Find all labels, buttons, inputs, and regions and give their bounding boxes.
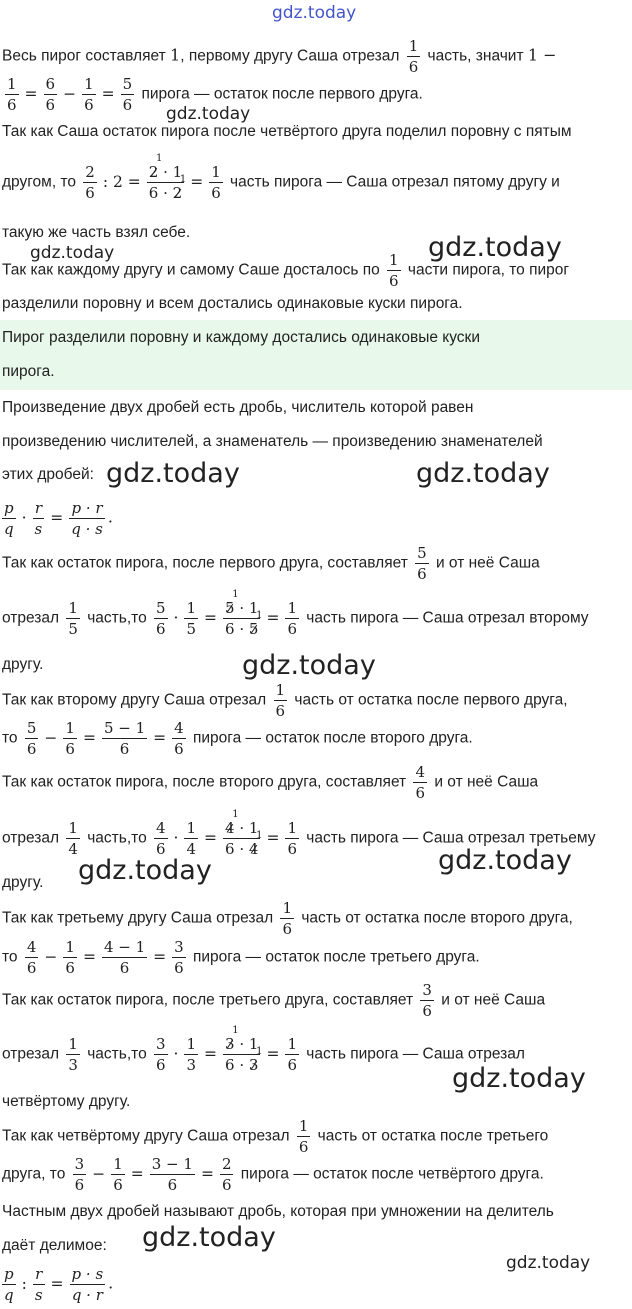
step-3-line-1: Так как остаток пирога, после второго друга, составляет $\frac{4}{6}$ и от неё Саша — [2, 763, 539, 802]
rule-mult-formula: $\frac{p}{q}$ · $\frac{r}{s}$ = $\frac{p \cdot r}{q \cdot s}$ . — [4, 499, 113, 538]
answer-line-2: пирога. — [2, 363, 55, 380]
step-4-formula: то $\frac{4}{6}$ − $\frac{1}{6}$ = $\frac{4 - 1}{6}$ = $\frac{3}{6}$ пирога — остаток после третьего друга. — [2, 938, 480, 977]
rule-mult-line-2: произведению числителей, а знаменатель — произведению знаменателей — [2, 433, 543, 450]
step-1-formula: отрезал $\frac{1}{5}$ часть,то $\frac{5}{6}$ · $\frac{1}{5}$ = 5 1 · 1 6 · 5 1 = $\frac{1}{6}$ часть пирога — Саша отрезал второму — [2, 589, 589, 638]
watermark: gdz.today — [452, 1063, 586, 1094]
paragraph-2-formula: другом, то $\frac{2}{6}$ : 2 = 2 1 · 1 6 · 2 1 = $\frac{1}{6}$ часть пирога — Саша отрезал пятому другу и — [2, 153, 560, 202]
rule-div-line-1: Частным двух дробей называют дробь, которая при умножении на делитель — [2, 1203, 554, 1220]
step-5-line-1: Так как остаток пирога, после третьего друга, составляет $\frac{3}{6}$ и от неё Саша — [2, 981, 546, 1020]
paragraph-1-formula: $\frac{1}{6}$ = $\frac{6}{6}$ − $\frac{1}{6}$ = $\frac{5}{6}$ пирога — остаток после первого друга. — [7, 75, 423, 114]
step-1-line-1: Так как остаток пирога, после первого друга, составляет $\frac{5}{6}$ и от неё Саша — [2, 544, 540, 583]
step-5-formula: отрезал $\frac{1}{3}$ часть,то $\frac{3}{6}$ · $\frac{1}{3}$ = 3 1 · 1 6 · 3 1 = $\frac{1}{6}$ часть пирога — Саша отрезал — [2, 1025, 525, 1074]
step-1-line-3: другу. — [2, 656, 44, 673]
rule-mult-line-1: Произведение двух дробей есть дробь, числитель которой равен — [2, 399, 474, 416]
paragraph-1: Весь пирог составляет 1, первому другу Саша отрезал $\frac{1}{6}$ часть, значит 1 − — [2, 37, 557, 76]
watermark: gdz.today — [166, 104, 251, 124]
watermark-top: gdz.today — [272, 3, 357, 23]
watermark: gdz.today — [142, 1222, 276, 1253]
watermark: gdz.today — [242, 650, 376, 681]
paragraph-2-line-3: такую же часть взял себе. — [2, 224, 191, 241]
watermark: gdz.today — [416, 458, 550, 489]
step-6-formula: друга, то $\frac{3}{6}$ − $\frac{1}{6}$ = $\frac{3 - 1}{6}$ = $\frac{2}{6}$ пирога — остаток после четвёртого друга. — [2, 1155, 544, 1194]
step-3-line-3: другу. — [2, 874, 44, 891]
watermark: gdz.today — [506, 1253, 591, 1273]
paragraph-3-line-2: разделили поровну и всем достались одинаковые куски пирога. — [2, 295, 463, 312]
step-3-formula: отрезал $\frac{1}{4}$ часть,то $\frac{4}{6}$ · $\frac{1}{4}$ = 4 1 · 1 6 · 4 1 = $\frac{1}{6}$ часть пирога — Саша отрезал третьему — [2, 809, 596, 858]
watermark: gdz.today — [438, 845, 572, 876]
paragraph-2-line-1: Так как Саша остаток пирога после четвёртого друга поделил поровну с пятым — [2, 123, 572, 140]
step-4-line-1: Так как третьему другу Саша отрезал $\frac{1}{6}$ часть от остатка после второго друга, — [2, 899, 573, 938]
paragraph-3-line-1: Так как каждому другу и самому Саше досталось по $\frac{1}{6}$ части пирога, то пирог — [2, 251, 570, 290]
watermark: gdz.today — [30, 243, 115, 263]
step-6-line-1: Так как четвёртому другу Саша отрезал $\frac{1}{6}$ часть от остатка после третьего — [2, 1117, 549, 1156]
step-2-line-1: Так как второму другу Саша отрезал $\frac{1}{6}$ часть от остатка после первого друга, — [2, 681, 568, 720]
answer-line-1: Пирог разделили поровну и каждому достались одинаковые куски — [2, 329, 480, 346]
watermark: gdz.today — [428, 232, 562, 263]
rule-div-line-2: даёт делимое: — [2, 1237, 107, 1254]
step-5-line-3: четвёртому другу. — [2, 1093, 131, 1110]
rule-mult-line-3: этих дробей: — [2, 466, 94, 483]
rule-div-formula: $\frac{p}{q}$ : $\frac{r}{s}$ = $\frac{p \cdot s}{q \cdot r}$ . — [4, 1265, 114, 1304]
step-2-formula: то $\frac{5}{6}$ − $\frac{1}{6}$ = $\frac{5 - 1}{6}$ = $\frac{4}{6}$ пирога — остаток после второго друга. — [2, 719, 473, 758]
watermark: gdz.today — [78, 855, 212, 886]
watermark: gdz.today — [106, 458, 240, 489]
